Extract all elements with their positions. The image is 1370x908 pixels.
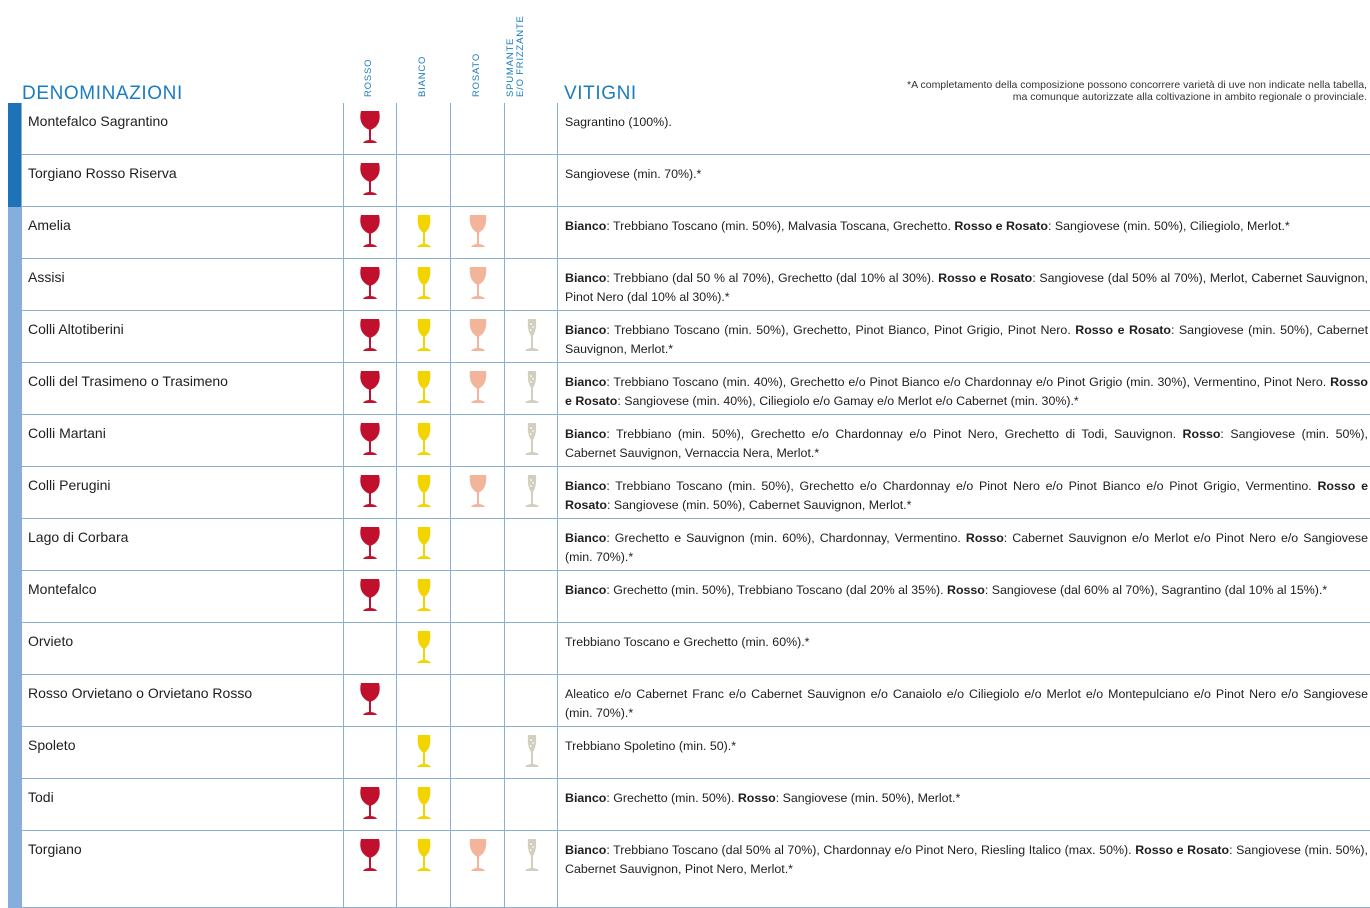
bianco-glass-icon: [413, 578, 435, 612]
den-cell: [21, 779, 344, 831]
vitigni-segment: : Sangiovese (min. 40%), Ciliegiolo e/o Gamay e/o Merlot e/o Cabernet (min. 30%).*: [617, 394, 1079, 408]
vitigni-label: Rosso: [965, 531, 1004, 545]
spumante-glass-icon: [521, 838, 543, 872]
rosso-cell: [343, 467, 397, 519]
spumante-cell: [505, 727, 558, 779]
spumante-cell: [505, 519, 558, 571]
rosso-cell: [343, 103, 397, 155]
den-cell: [21, 103, 344, 155]
spumante-cell: [505, 155, 558, 207]
table-row: [8, 519, 1370, 571]
bianco-column-label: BIANCO: [417, 55, 428, 97]
table-row: [8, 415, 1370, 467]
vitigni-segment: : Trebbiano Toscano (min. 50%), Grechetto e/o Chardonnay e/o Pinot Nero e/o Pinot Bianco e/o Pinot Grigio, Vermentino.: [606, 479, 1318, 493]
rosso-cell: [343, 259, 397, 311]
table-row: [8, 259, 1370, 311]
rosato-glass-icon: [467, 214, 489, 248]
rosso-cell: [343, 155, 397, 207]
rosso-cell: [343, 623, 397, 675]
spumante-glass-icon: [521, 734, 543, 768]
rosso-cell: [343, 311, 397, 363]
denominazione-name: Todi: [28, 789, 54, 805]
denominazione-name: Amelia: [28, 217, 71, 233]
vitigni-segment: : Grechetto (min. 50%), Trebbiano Toscano (dal 20% al 35%).: [606, 583, 947, 597]
vitigni-label: Bianco: [565, 375, 607, 389]
rosso-glass-icon: [359, 682, 381, 716]
table-row: [8, 207, 1370, 259]
rosato-cell: [451, 259, 505, 311]
bianco-cell: [397, 727, 451, 779]
rosato-cell: [451, 779, 505, 831]
bianco-cell: [397, 571, 451, 623]
rosato-cell: [451, 207, 505, 259]
category-band: [8, 675, 21, 727]
table-row: [8, 467, 1370, 519]
vitigni-label: Rosso e Rosato: [938, 271, 1033, 285]
rosso-cell: [343, 571, 397, 623]
den-cell: [21, 259, 344, 311]
spumante-cell: [505, 779, 558, 831]
table-row: [8, 831, 1370, 908]
bianco-glass-icon: [413, 266, 435, 300]
vitigni-label: Rosso e Rosato: [1135, 843, 1230, 857]
rosato-glass-icon: [467, 370, 489, 404]
table-row: [8, 623, 1370, 675]
spumante-column-label: [504, 0, 558, 101]
vitigni-label: Bianco: [565, 323, 607, 337]
spumante-cell: [505, 831, 558, 908]
bianco-glass-icon: [413, 370, 435, 404]
den-cell: [21, 467, 344, 519]
category-band: [8, 779, 21, 831]
vitigni-text: [565, 633, 1368, 652]
vitigni-text: [565, 373, 1368, 411]
footnote-line1: *A completamento della composizione possono concorrere varietà di uve non indicate nella tabella,: [907, 79, 1367, 91]
vitigni-segment: : Sangiovese (min. 50%), Cabernet Sauvignon, Merlot.*: [607, 498, 912, 512]
denominazione-name: Torgiano: [28, 841, 82, 857]
denominazione-name: Orvieto: [28, 633, 74, 649]
category-band: [8, 519, 21, 571]
bianco-cell: [397, 779, 451, 831]
rosso-glass-icon: [359, 786, 381, 820]
rosso-glass-icon: [359, 838, 381, 872]
vitigni-segment: : Trebbiano Toscano (min. 50%), Malvasia Toscana, Grechetto.: [606, 219, 955, 233]
rosso-column-label: ROSSO: [363, 58, 374, 97]
category-band: [8, 623, 21, 675]
den-cell: [21, 363, 344, 415]
category-band: [8, 155, 21, 207]
denominazione-name: Rosso Orvietano o Orvietano Rosso: [28, 685, 253, 701]
den-cell: [21, 675, 344, 727]
den-cell: [21, 519, 344, 571]
category-band: [8, 467, 21, 519]
rosato-cell: [451, 363, 505, 415]
table-row: [8, 155, 1370, 207]
table-row: [8, 779, 1370, 831]
rosso-cell: [343, 831, 397, 908]
vitigni-label: Bianco: [565, 791, 607, 805]
spumante-glass-icon: [521, 474, 543, 508]
rosato-cell: [451, 311, 505, 363]
bianco-glass-icon: [413, 734, 435, 768]
vitigni-label: Rosso e Rosato: [565, 479, 1368, 512]
category-band: [8, 415, 21, 467]
bianco-glass-icon: [413, 786, 435, 820]
vitigni-segment: : Sangiovese (min. 50%), Cabernet Sauvignon, Merlot.*: [565, 323, 1369, 356]
bianco-cell: [397, 363, 451, 415]
denominazione-name: Lago di Corbara: [28, 529, 129, 545]
vitigni-label: Bianco: [565, 583, 607, 597]
rosato-cell: [451, 155, 505, 207]
vitigni-segment: : Trebbiano (min. 50%), Grechetto e/o Chardonnay e/o Pinot Nero, Grechetto di Todi, Sauvignon.: [606, 427, 1183, 441]
rosato-column-label: ROSATO: [471, 52, 482, 97]
den-cell: [21, 311, 344, 363]
vitigni-label: Bianco: [565, 271, 607, 285]
bianco-glass-icon: [413, 214, 435, 248]
rosso-cell: [343, 675, 397, 727]
spumante-glass-icon: [521, 318, 543, 352]
footnote-line2: ma comunque autorizzate alla coltivazione in ambito regionale o provinciale.: [1012, 91, 1367, 103]
category-band: [8, 571, 21, 623]
spumante-cell: [505, 311, 558, 363]
rosato-cell: [451, 415, 505, 467]
vitigni-text: [565, 113, 1368, 132]
denominazione-name: Colli Perugini: [28, 477, 111, 493]
bianco-cell: [397, 675, 451, 727]
denominazione-name: Montefalco Sagrantino: [28, 113, 169, 129]
rosato-cell: [451, 831, 505, 908]
bianco-glass-icon: [413, 630, 435, 664]
vitigni-segment: Sagrantino (100%).: [565, 115, 672, 129]
rosso-glass-icon: [359, 526, 381, 560]
rosato-cell: [451, 727, 505, 779]
vitigni-segment: : Sangiovese (dal 50% al 70%), Merlot, Cabernet Sauvignon, Pinot Nero (dal 10% al 30%).*: [565, 271, 1369, 304]
vitigni-segment: : Trebbiano Toscano (dal 50% al 70%), Chardonnay e/o Pinot Nero, Riesling Italico (max. 50%).: [606, 843, 1136, 857]
rosso-cell: [343, 207, 397, 259]
denominazioni-heading: DENOMINAZIONI: [22, 83, 183, 104]
rosso-glass-icon: [359, 214, 381, 248]
bianco-glass-icon: [413, 838, 435, 872]
vitigni-label: Bianco: [565, 531, 607, 545]
bianco-glass-icon: [413, 422, 435, 456]
vitigni-text: [565, 841, 1368, 879]
category-band: [8, 727, 21, 779]
rosso-glass-icon: [359, 318, 381, 352]
spumante-cell: [505, 675, 558, 727]
vitigni-label: Rosso: [947, 583, 985, 597]
vitigni-segment: : Sangiovese (min. 50%), Merlot.*: [775, 791, 961, 805]
rosato-glass-icon: [467, 838, 489, 872]
den-cell: [21, 207, 344, 259]
category-band: [8, 103, 21, 155]
vitigni-label: Rosso: [1182, 427, 1221, 441]
bianco-cell: [397, 467, 451, 519]
vitigni-label: Bianco: [565, 843, 607, 857]
rosso-cell: [343, 519, 397, 571]
footnote: [747, 79, 1367, 103]
table-row: [8, 675, 1370, 727]
vitigni-segment: : Sangiovese (min. 50%), Cabernet Sauvignon, Vernaccia Nera, Merlot.*: [565, 427, 1368, 460]
denominazione-name: Spoleto: [28, 737, 76, 753]
vitigni-segment: Trebbiano Toscano e Grechetto (min. 60%).*: [565, 635, 810, 649]
rosso-cell: [343, 415, 397, 467]
rosso-glass-icon: [359, 162, 381, 196]
vitigni-label: Rosso e Rosato: [954, 219, 1048, 233]
rosato-cell: [451, 623, 505, 675]
bianco-cell: [397, 623, 451, 675]
den-cell: [21, 155, 344, 207]
spumante-cell: [505, 415, 558, 467]
vitigni-text: [565, 425, 1368, 463]
spumante-cell: [505, 207, 558, 259]
denominazione-name: Assisi: [28, 269, 65, 285]
vitigni-text: [565, 477, 1368, 515]
denominazione-name: Colli Altotiberini: [28, 321, 124, 337]
vitigni-text: [565, 269, 1368, 307]
rosso-glass-icon: [359, 474, 381, 508]
category-band: [8, 831, 21, 908]
vitigni-segment: : Sangiovese (dal 60% al 70%), Sagrantino (dal 10% al 15%).*: [984, 583, 1328, 597]
rosso-glass-icon: [359, 422, 381, 456]
rosato-glass-icon: [467, 318, 489, 352]
vitigni-label: Bianco: [565, 427, 607, 441]
table-row: [8, 311, 1370, 363]
vitigni-segment: Sangiovese (min. 70%).*: [565, 167, 702, 181]
rosato-cell: [451, 467, 505, 519]
spumante-label-line2: E/O FRIZZANTE: [515, 15, 526, 97]
vitigni-segment: : Sangiovese (min. 50%), Cabernet Sauvignon, Pinot Nero, Merlot.*: [565, 843, 1368, 876]
vitigni-label: Rosso: [737, 791, 776, 805]
spumante-cell: [505, 103, 558, 155]
rosato-cell: [451, 675, 505, 727]
bianco-cell: [397, 311, 451, 363]
bianco-glass-icon: [413, 474, 435, 508]
den-cell: [21, 415, 344, 467]
bianco-glass-icon: [413, 318, 435, 352]
den-cell: [21, 623, 344, 675]
rosso-cell: [343, 363, 397, 415]
vitigni-text: [565, 165, 1368, 184]
rosso-glass-icon: [359, 370, 381, 404]
table-row: [8, 727, 1370, 779]
spumante-glass-icon: [521, 422, 543, 456]
vitigni-segment: : Grechetto e Sauvignon (min. 60%), Chardonnay, Vermentino.: [606, 531, 966, 545]
den-cell: [21, 571, 344, 623]
bianco-cell: [397, 207, 451, 259]
rosso-cell: [343, 727, 397, 779]
rosato-glass-icon: [467, 266, 489, 300]
spumante-cell: [505, 363, 558, 415]
vitigni-text: [565, 217, 1368, 236]
bianco-glass-icon: [413, 526, 435, 560]
vitigni-text: [565, 321, 1368, 359]
vitigni-label: Rosso e Rosato: [565, 375, 1368, 408]
bianco-cell: [397, 519, 451, 571]
denominazione-name: Colli del Trasimeno o Trasimeno: [28, 373, 228, 389]
rosso-cell: [343, 779, 397, 831]
vitigni-segment: : Grechetto (min. 50%).: [606, 791, 738, 805]
vitigni-segment: : Sangiovese (min. 50%), Ciliegiolo, Merlot.*: [1047, 219, 1290, 233]
vitigni-text: [565, 529, 1368, 567]
category-band: [8, 259, 21, 311]
vitigni-text: [565, 581, 1368, 600]
category-band: [8, 207, 21, 259]
vitigni-label: Rosso e Rosato: [1075, 323, 1171, 337]
bianco-cell: [397, 155, 451, 207]
bianco-cell: [397, 259, 451, 311]
spumante-cell: [505, 467, 558, 519]
rosato-cell: [451, 103, 505, 155]
denominazione-name: Colli Martani: [28, 425, 106, 441]
rosato-cell: [451, 519, 505, 571]
denominazione-name: Montefalco: [28, 581, 97, 597]
rosato-glass-icon: [467, 474, 489, 508]
vitigni-segment: : Cabernet Sauvignon e/o Merlot e/o Pinot Nero e/o Sangiovese (min. 70%).*: [565, 531, 1368, 564]
vitigni-segment: Trebbiano Spoletino (min. 50).*: [565, 739, 737, 753]
denominazione-name: Torgiano Rosso Riserva: [28, 165, 177, 181]
rosso-glass-icon: [359, 110, 381, 144]
vitigni-segment: : Trebbiano (dal 50 % al 70%), Grechetto (dal 10% al 30%).: [606, 271, 939, 285]
vitigni-text: [565, 789, 1368, 808]
vitigni-segment: : Trebbiano Toscano (min. 40%), Grechetto e/o Pinot Bianco e/o Chardonnay e/o Pinot Grigio (min. 30%), Vermentino, Pinot Nero.: [606, 375, 1331, 389]
table-row: [8, 103, 1370, 155]
vitigni-label: Bianco: [565, 219, 607, 233]
bianco-cell: [397, 415, 451, 467]
den-cell: [21, 727, 344, 779]
vitigni-segment: Aleatico e/o Cabernet Franc e/o Cabernet Sauvignon e/o Canaiolo e/o Ciliegiolo e/o Merlot e/o Montepulciano e/o Pinot Nero e/o Sangiovese (min. 70%).*: [565, 687, 1368, 720]
category-band: [8, 363, 21, 415]
rosato-cell: [451, 571, 505, 623]
vitigni-heading: VITIGNI: [564, 83, 637, 104]
bianco-cell: [397, 831, 451, 908]
spumante-label-line1: SPUMANTE: [505, 37, 516, 97]
spumante-glass-icon: [521, 370, 543, 404]
table-row: [8, 363, 1370, 415]
vitigni-segment: : Trebbiano Toscano (min. 50%), Grechetto, Pinot Bianco, Pinot Grigio, Pinot Nero.: [606, 323, 1076, 337]
rosso-glass-icon: [359, 578, 381, 612]
spumante-cell: [505, 259, 558, 311]
spumante-cell: [505, 623, 558, 675]
vitigni-text: [565, 737, 1368, 756]
vitigni-label: Bianco: [565, 479, 607, 493]
spumante-cell: [505, 571, 558, 623]
category-band: [8, 311, 21, 363]
bianco-cell: [397, 103, 451, 155]
table-row: [8, 571, 1370, 623]
rosso-glass-icon: [359, 266, 381, 300]
vitigni-text: [565, 685, 1368, 723]
